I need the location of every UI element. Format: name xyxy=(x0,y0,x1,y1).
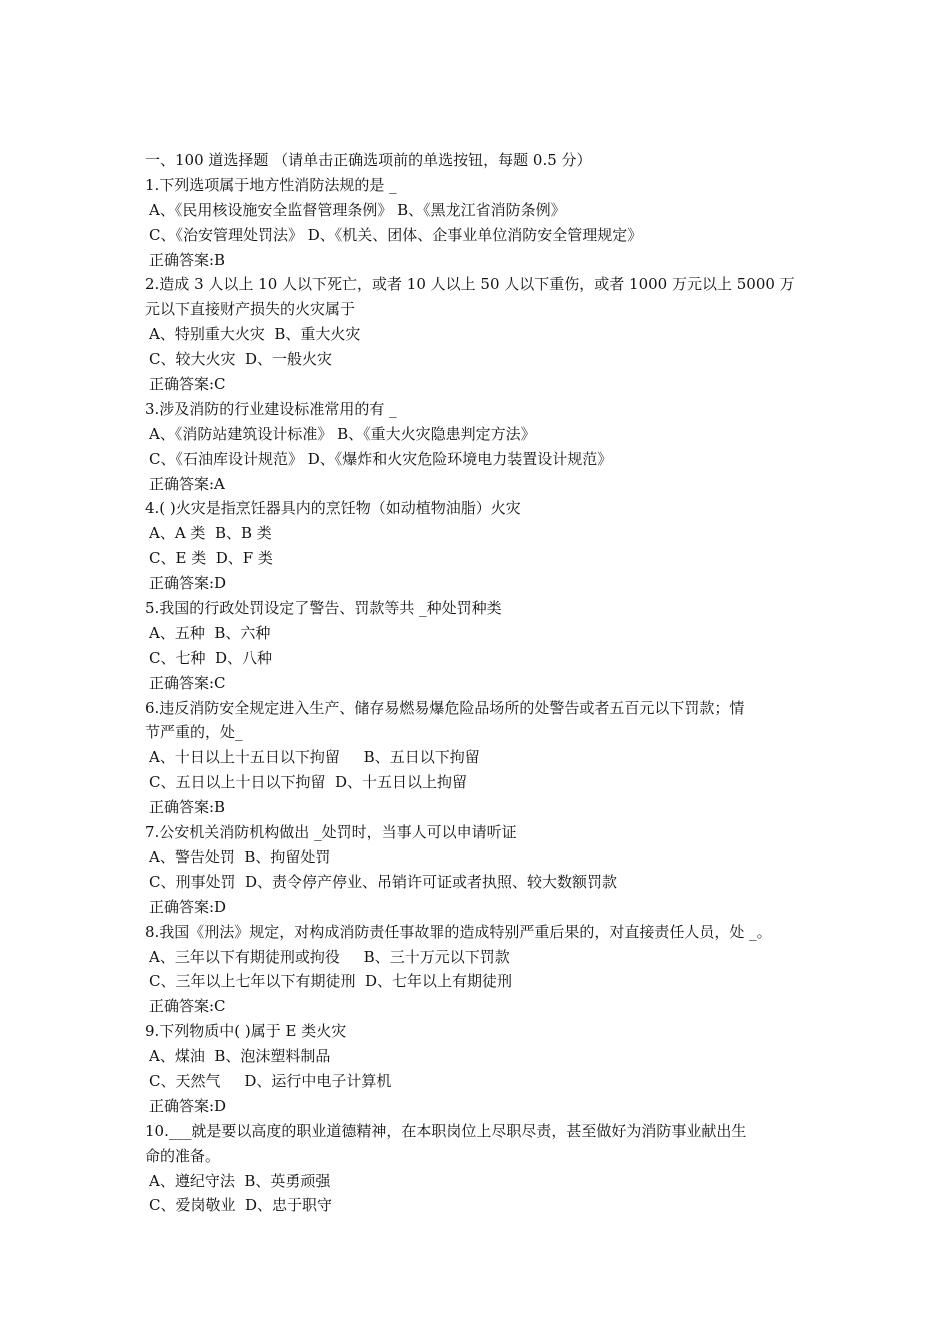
answer-option: C、较大火灾 D、一般火灾 xyxy=(149,350,333,369)
correct-answer: 正确答案:B xyxy=(149,798,226,817)
answer-option: A、三年以下有期徒刑或拘役 B、三十万元以下罚款 xyxy=(149,947,510,966)
question-stem: 10.___就是要以高度的职业道德精神，在本职岗位上尽职尽责，甚至做好为消防事业献出生 xyxy=(145,1121,747,1140)
answer-option: C、三年以上七年以下有期徒刑 D、七年以上有期徒刑 xyxy=(149,972,513,991)
question-stem: 2.造成 3 人以上 10 人以下死亡，或者 10 人以上 50 人以下重伤，或者 1000 万元以上 5000 万 xyxy=(145,275,795,294)
question-item xyxy=(145,496,825,596)
section-heading: 一、100 道选择题 （请单击正确选项前的单选按钮，每题 0.5 分） xyxy=(145,151,592,169)
answer-option: A、《民用核设施安全监督管理条例》 B、《黑龙江省消防条例》 xyxy=(149,200,566,219)
correct-answer: 正确答案:D xyxy=(149,897,227,916)
correct-answer: 正确答案:D xyxy=(149,574,227,593)
question-stem: 3.涉及消防的行业建设标准常用的有 _ xyxy=(145,399,397,418)
document-page xyxy=(145,148,825,1218)
answer-option: A、特别重大火灾 B、重大火灾 xyxy=(149,325,361,344)
answer-option: A、A 类 B、B 类 xyxy=(149,524,272,543)
answer-option: C、七种 D、八种 xyxy=(149,648,273,667)
correct-answer: 正确答案:A xyxy=(149,474,225,493)
question-item xyxy=(145,1119,825,1219)
correct-answer: 正确答案:C xyxy=(149,997,226,1016)
question-stem: 8.我国《刑法》规定，对构成消防责任事故罪的造成特别严重后果的，对直接责任人员，处 _。 xyxy=(145,922,772,941)
question-item xyxy=(145,397,825,497)
answer-option: C、五日以上十日以下拘留 D、十五日以上拘留 xyxy=(149,773,468,792)
question-stem: 6.违反消防安全规定进入生产、储存易燃易爆危险品场所的处警告或者五百元以下罚款；情 xyxy=(145,698,745,717)
answer-option: A、五种 B、六种 xyxy=(149,623,271,642)
answer-option: C、《石油库设计规范》 D、《爆炸和火灾危险环境电力装置设计规范》 xyxy=(149,449,613,468)
correct-answer: 正确答案:C xyxy=(149,375,226,394)
question-item xyxy=(145,173,825,273)
question-stem: 1.下列选项属于地方性消防法规的是 _ xyxy=(145,175,397,194)
correct-answer: 正确答案:C xyxy=(149,673,226,692)
question-item xyxy=(145,596,825,696)
question-stem: 7.公安机关消防机构做出 _处罚时，当事人可以申请听证 xyxy=(145,823,517,842)
question-item xyxy=(145,820,825,920)
question-item xyxy=(145,272,825,396)
answer-option: A、十日以上十五日以下拘留 B、五日以下拘留 xyxy=(149,748,480,767)
question-item xyxy=(145,920,825,1020)
question-item xyxy=(145,696,825,820)
question-stem: 元以下直接财产损失的火灾属于 xyxy=(145,300,356,319)
answer-option: C、《治安管理处罚法》 D、《机关、团体、企事业单位消防安全管理规定》 xyxy=(149,225,643,244)
answer-option: A、警告处罚 B、拘留处罚 xyxy=(149,847,331,866)
question-stem: 4.( )火灾是指烹饪器具内的烹饪物（如动植物油脂）火灾 xyxy=(145,499,521,518)
answer-option: C、天然气 D、运行中电子计算机 xyxy=(149,1071,392,1090)
answer-option: C、E 类 D、F 类 xyxy=(149,549,273,568)
question-stem: 节严重的，处_ xyxy=(145,723,243,742)
correct-answer: 正确答案:D xyxy=(149,1096,227,1115)
question-list xyxy=(145,173,825,1218)
question-stem: 命的准备。 xyxy=(145,1146,221,1165)
question-stem: 9.下列物质中( )属于 E 类火灾 xyxy=(145,1022,347,1041)
answer-option: A、遵纪守法 B、英勇顽强 xyxy=(149,1171,331,1190)
correct-answer: 正确答案:B xyxy=(149,250,226,269)
question-stem: 5.我国的行政处罚设定了警告、罚款等共 _种处罚种类 xyxy=(145,599,502,618)
answer-option: C、刑事处罚 D、责令停产停业、吊销许可证或者执照、较大数额罚款 xyxy=(149,872,618,891)
answer-option: C、爱岗敬业 D、忠于职守 xyxy=(149,1196,333,1215)
answer-option: A、煤油 B、泡沫塑料制品 xyxy=(149,1047,331,1066)
answer-option: A、《消防站建筑设计标准》 B、《重大火灾隐患判定方法》 xyxy=(149,424,536,443)
question-item xyxy=(145,1019,825,1119)
